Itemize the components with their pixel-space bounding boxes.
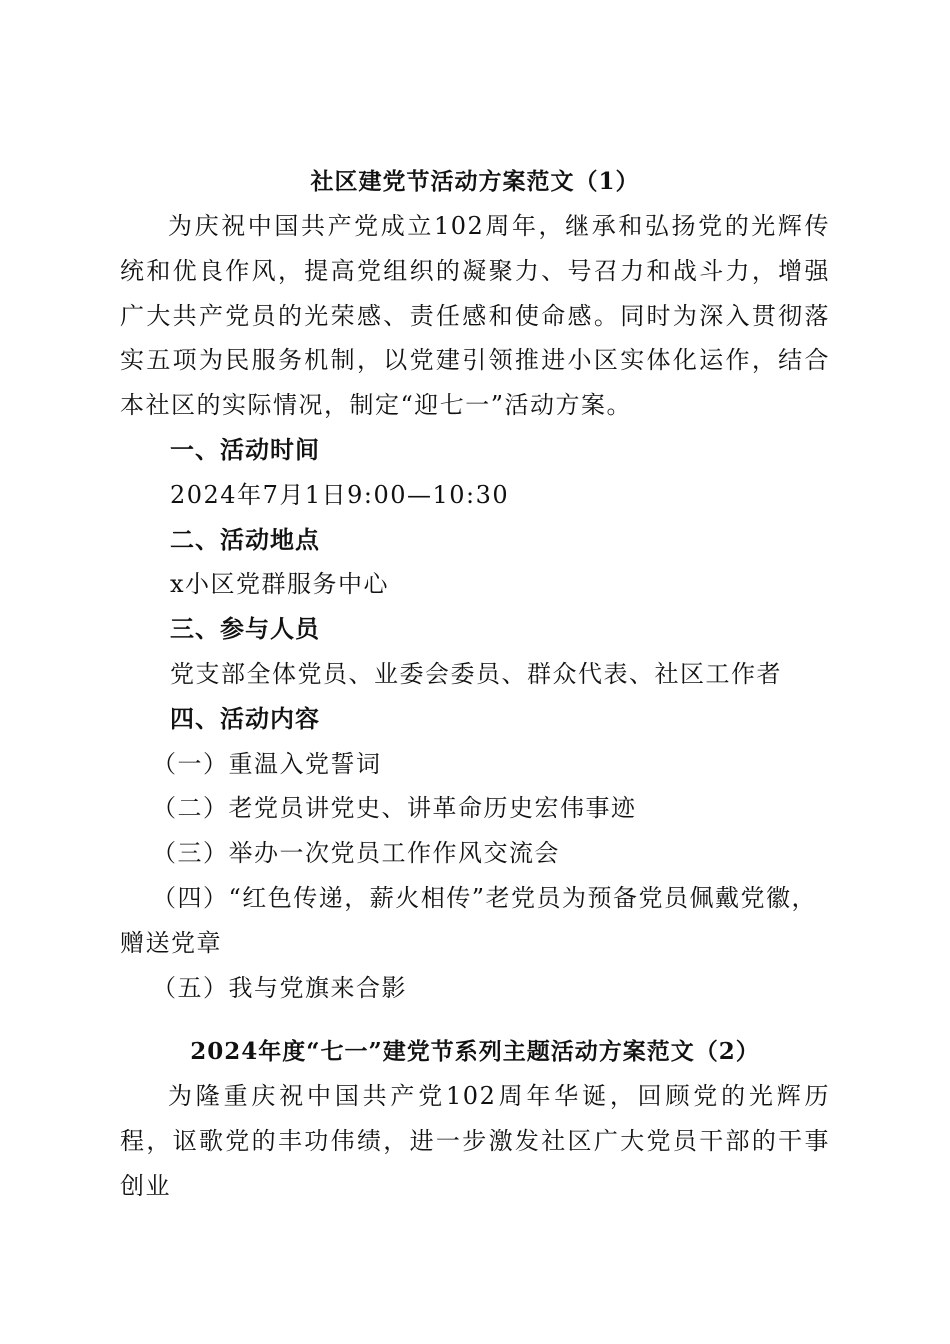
section1-title: 社区建党节活动方案范文（1）: [310, 168, 640, 195]
document-body: [120, 160, 830, 1209]
participants-value: 党支部全体党员、业委会委员、群众代表、社区工作者: [170, 659, 782, 688]
participants-heading: 三、参与人员: [170, 614, 320, 644]
section2-title: 2024年度“七一”建党节系列主题活动方案范文（2）: [190, 1038, 760, 1066]
activity-item-3: （三）举办一次党员工作作风交流会: [152, 839, 560, 868]
activity-item-1: （一）重温入党誓词: [152, 749, 382, 778]
activity-place-value: x小区党群服务中心: [170, 570, 390, 599]
activity-time-heading: 一、活动时间: [170, 434, 320, 464]
activity-time-value: 2024年7月1日9:00—10:30: [170, 480, 510, 509]
activity-item-4: （四）“红色传递，薪火相传”老党员为预备党员佩戴党徽，赠送党章: [120, 883, 818, 957]
activity-content-heading: 四、活动内容: [170, 703, 320, 733]
section1-intro-paragraph: 为庆祝中国共产党成立102周年，继承和弘扬党的光辉传统和优良作风，提高党组织的凝聚力、号召力和战斗力，增强广大共产党员的光荣感、责任感和使命感。同时为深入贯彻落实五项为民服务机制，以党建引领推进小区实体化运作，结合本社区的实际情况，制定“迎七一”活动方案。: [120, 212, 830, 420]
activity-place-heading: 二、活动地点: [170, 524, 320, 554]
activity-item-2: （二）老党员讲党史、讲革命历史宏伟事迹: [152, 794, 637, 823]
section2-intro-paragraph: 为隆重庆祝中国共产党102周年华诞，回顾党的光辉历程，讴歌党的丰功伟绩，进一步激发社区广大党员干部的干事创业: [120, 1082, 830, 1200]
activity-item-5: （五）我与党旗来合影: [152, 973, 407, 1002]
